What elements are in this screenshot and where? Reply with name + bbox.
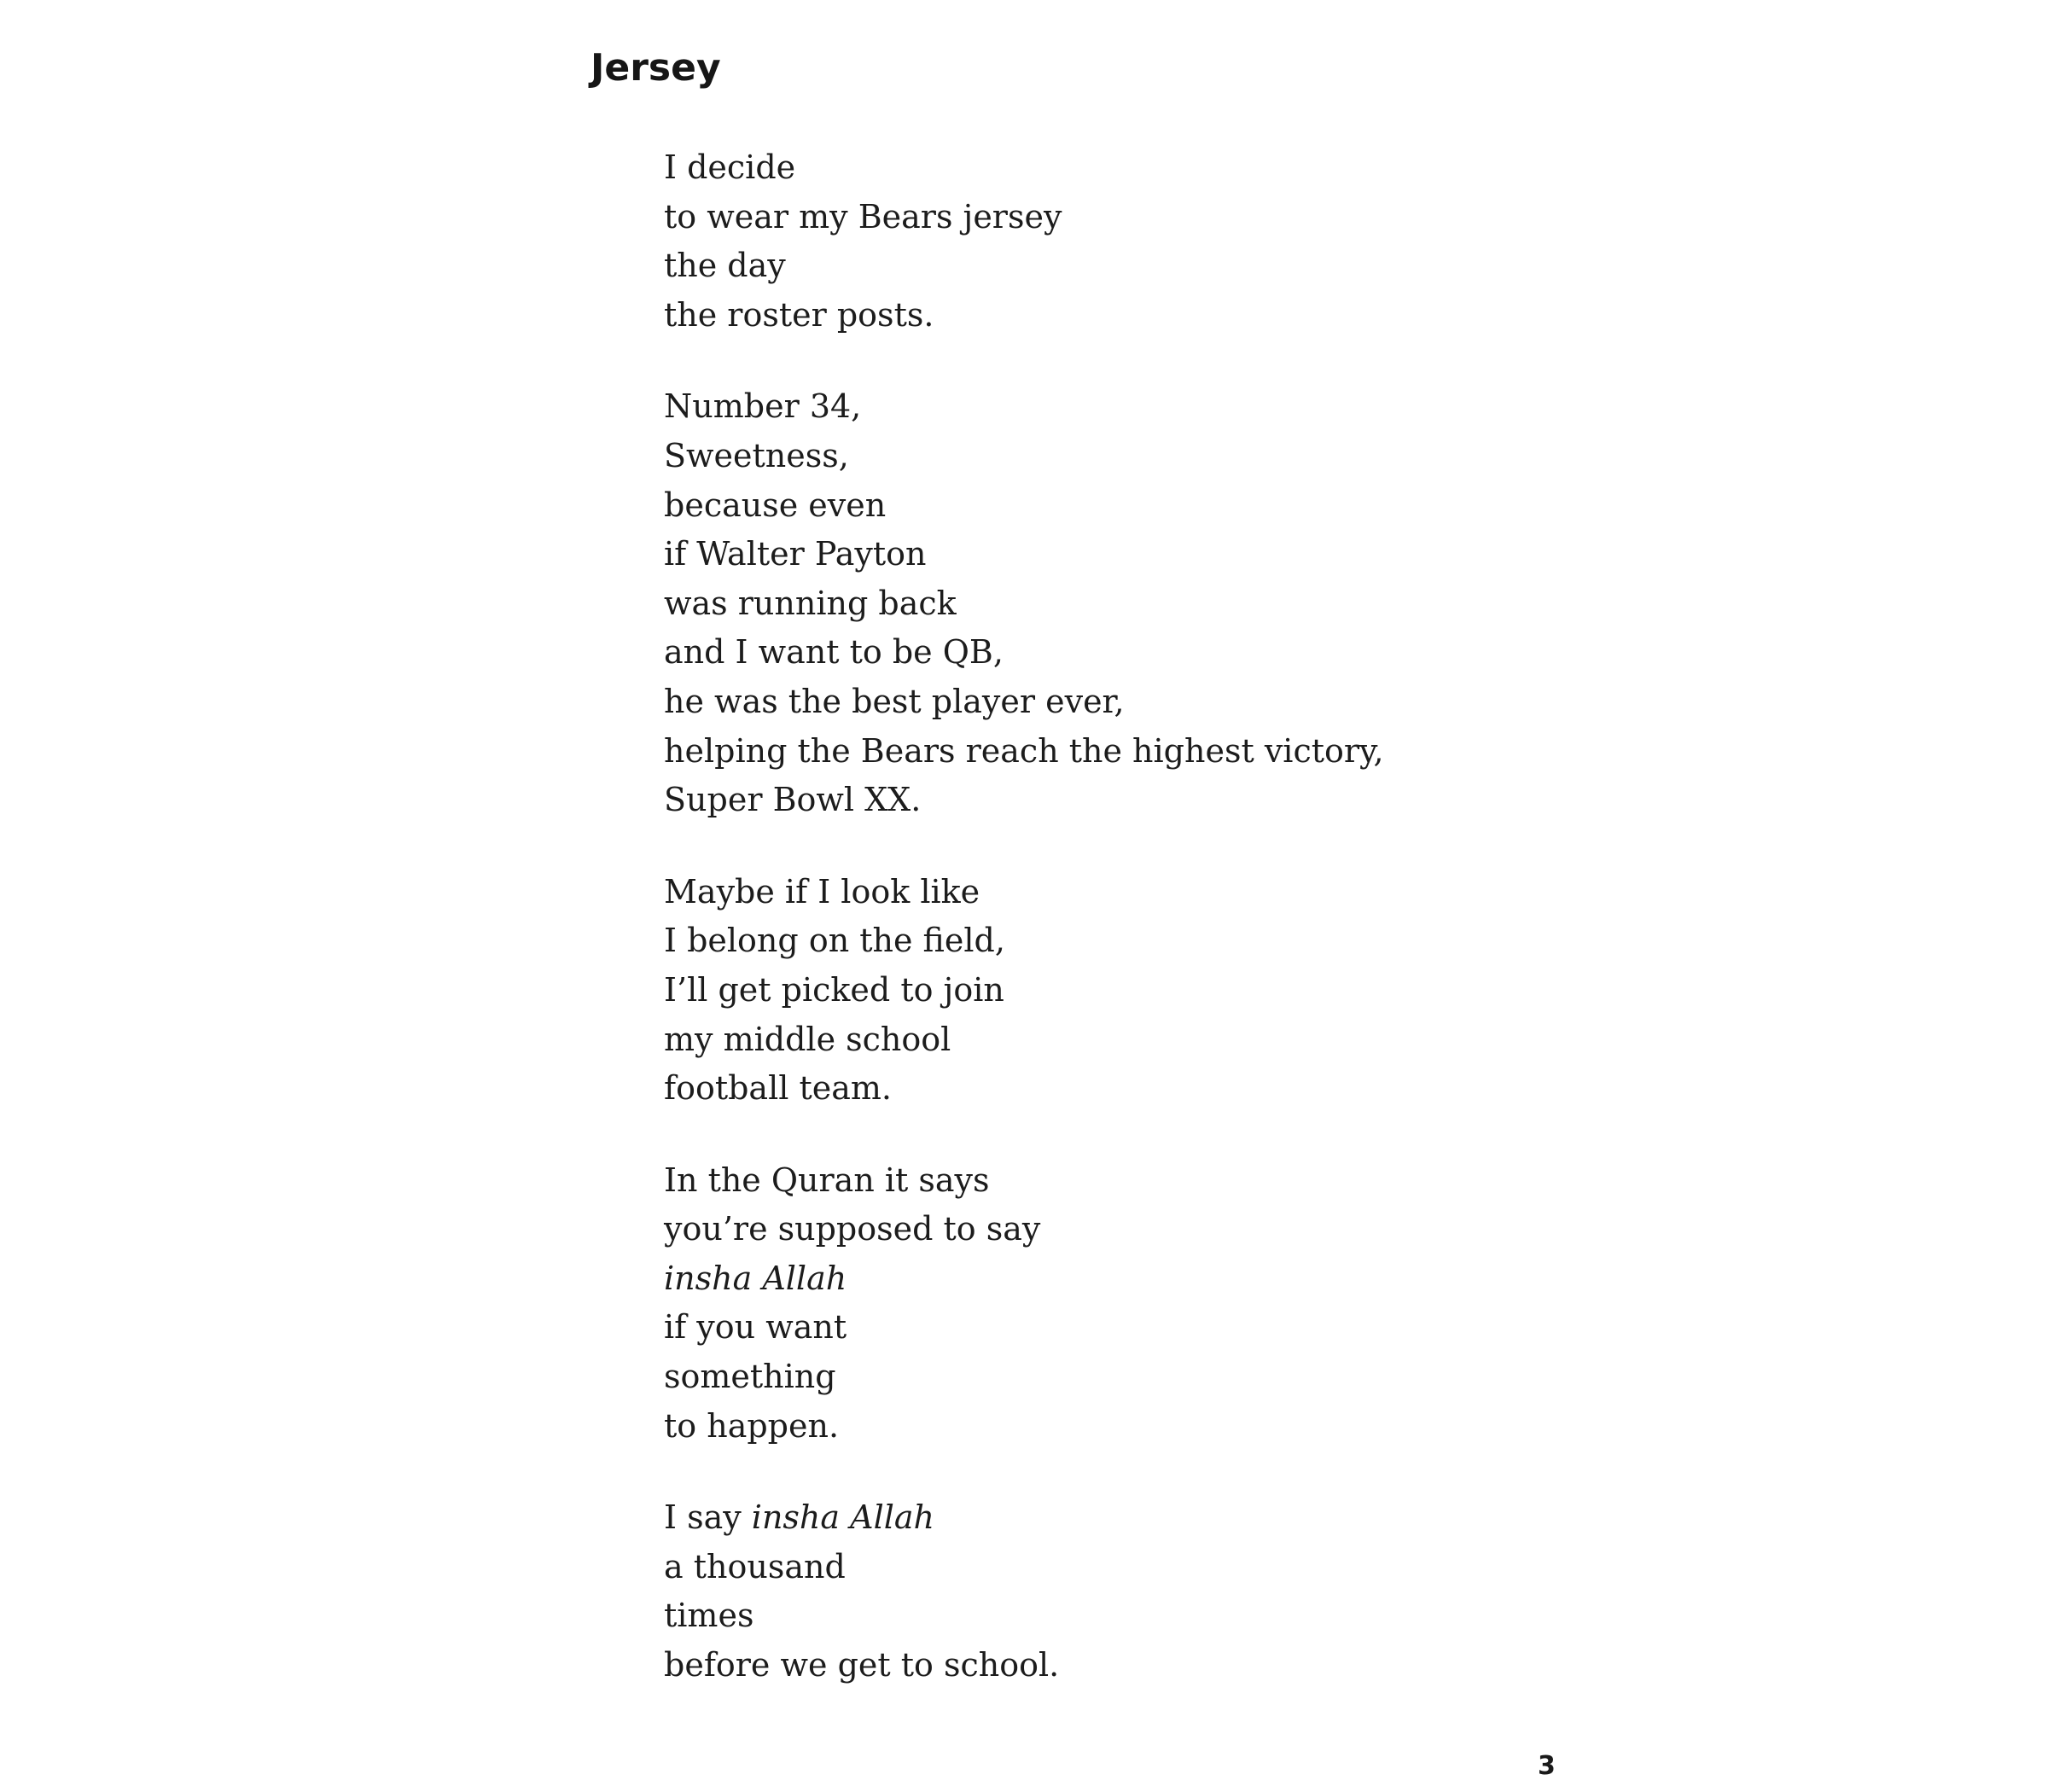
poem-line: Sweetness,	[664, 436, 849, 474]
poem-line: to happen.	[664, 1406, 840, 1445]
stanza-1	[664, 143, 1384, 340]
poem-line: if Walter Payton	[664, 535, 927, 573]
poem-line: In the Quran it says	[664, 1161, 990, 1199]
poem-line-mixed	[664, 1493, 1384, 1543]
poem-line: Number 34,	[664, 387, 862, 426]
poem-line: he was the best player ever,	[664, 682, 1125, 720]
stanza-3	[664, 868, 1384, 1114]
poem-line: the roster posts.	[664, 295, 934, 334]
poem-line: a thousand	[664, 1547, 846, 1585]
poem-line: my middle school	[664, 1020, 951, 1058]
page-number: 3	[1538, 1751, 1556, 1781]
poem-line: was running back	[664, 584, 957, 622]
poem-line: something	[664, 1358, 836, 1396]
poem-line: I decide	[664, 148, 796, 186]
poem-line-prefix: I say	[664, 1498, 752, 1537]
poem-line: to wear my Bears jersey	[664, 197, 1062, 236]
poem-line-italic-phrase: insha Allah	[751, 1498, 935, 1537]
poem-line: I’ll get picked to join	[664, 970, 1004, 1009]
stanza-2	[664, 382, 1384, 824]
poem-line: because even	[664, 486, 887, 524]
poem-line: before we get to school.	[664, 1646, 1060, 1684]
stanza-4	[664, 1156, 1384, 1452]
poem-line: football team.	[664, 1069, 892, 1108]
poem-line: Maybe if I look like	[664, 872, 980, 911]
poem-line: times	[664, 1597, 754, 1635]
poem-line: and I want to be QB,	[664, 633, 1004, 672]
poem-line: if you want	[664, 1308, 847, 1347]
poem-title: Jersey	[591, 46, 721, 90]
poem-line: helping the Bears reach the highest victory,	[664, 731, 1384, 770]
poem-line: Super Bowl XX.	[664, 781, 922, 819]
poem-line: I belong on the field,	[664, 922, 1005, 960]
stanza-5	[664, 1493, 1384, 1690]
poem-line: the day	[664, 247, 786, 285]
poem-line: you’re supposed to say	[664, 1210, 1041, 1248]
poem-body	[664, 143, 1384, 1733]
poem-line-italic: insha Allah	[664, 1259, 847, 1297]
